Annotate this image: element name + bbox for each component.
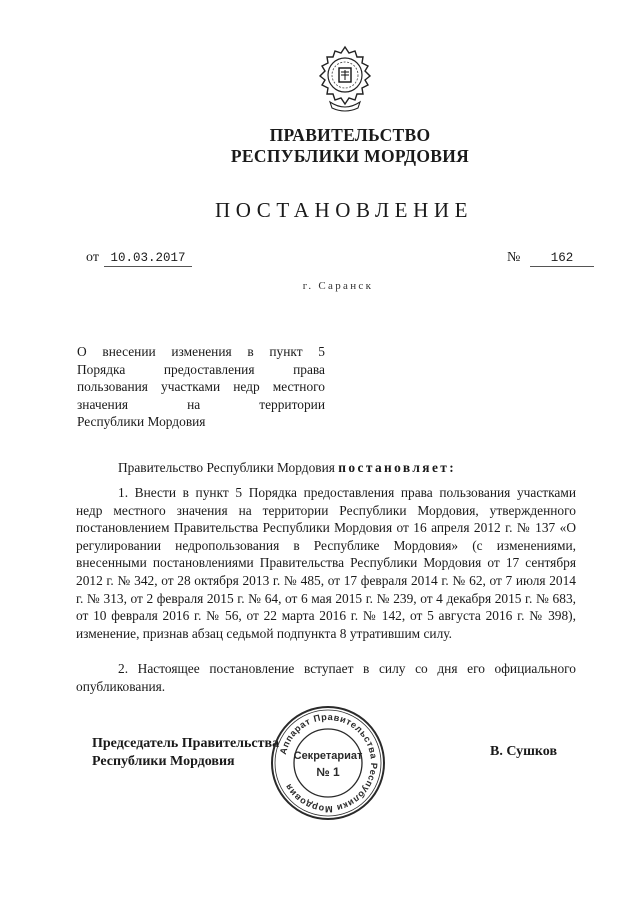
org-name-line1: ПРАВИТЕЛЬСТВО	[269, 125, 431, 145]
date-label: от	[86, 250, 99, 265]
date-value: 10.03.2017	[104, 251, 192, 267]
subject-line: значения на территории	[77, 396, 325, 412]
city-label: г. Саранск	[302, 280, 374, 292]
resolve-line	[118, 460, 456, 476]
subject-line: пользования участками недр местного	[77, 379, 325, 395]
subject-line: Порядка предоставления права	[77, 361, 325, 377]
coat-of-arms-mordovia-icon	[316, 44, 374, 114]
paragraph-1: 1. Внести в пункт 5 Порядка предоставления права пользования участками недр местного значения на территории Республики Мордовия, утвержденного постановлением Правительства Республики Мордовия от 16 апреля 2012 г. № 137 «О регулировании недропользования в Республике Мордовия» (с изменениями, внесенными постановлениями Правительства Республики Мордовия от 17 сентября 2012 г. № 342, от 28 октября 2013 г. № 485, от 17 февраля 2014 г. № 62, от 7 июля 2014 г. № 313, от 2 февраля 2015 г. № 64, от 6 мая 2015 г. № 239, от 4 декабря 2015 г. № 683, от 10 февраля 2016 г. № 56, от 22 марта 2016 г. № 142, от 5 августа 2016 г. № 398), изменение, признав абзац седьмой подпункта 8 утратившим силу.	[76, 485, 576, 641]
subject-line: Республики Мордовия	[77, 414, 206, 430]
resolve-word: постановляет:	[338, 460, 457, 475]
chair-line-2: Республики Мордовия	[92, 754, 235, 769]
signer-name: В. Сушков	[490, 744, 558, 759]
stamp-ring-text: Аппарат Правительства Республики Мордовия	[277, 711, 380, 815]
document-type-title: ПОСТАНОВЛЕНИЕ	[214, 198, 474, 222]
document-subject	[77, 343, 325, 431]
chair-line-1: Председатель Правительства	[92, 736, 280, 751]
resolve-prefix: Правительство Республики Мордовия	[118, 460, 339, 475]
stamp-center-line2: № 1	[316, 765, 340, 779]
paragraph-2: 2. Настоящее постановление вступает в силу со дня его официального опубликования.	[76, 661, 576, 694]
stamp-center-line1: Секретариат	[293, 750, 363, 762]
number-value: 162	[530, 251, 594, 267]
number-label: №	[507, 250, 521, 265]
org-name-line2: РЕСПУБЛИКИ МОРДОВИЯ	[230, 146, 470, 166]
subject-line: О внесении изменения в пункт 5	[77, 344, 325, 359]
signature-title	[92, 735, 279, 771]
official-stamp-icon	[268, 703, 388, 823]
